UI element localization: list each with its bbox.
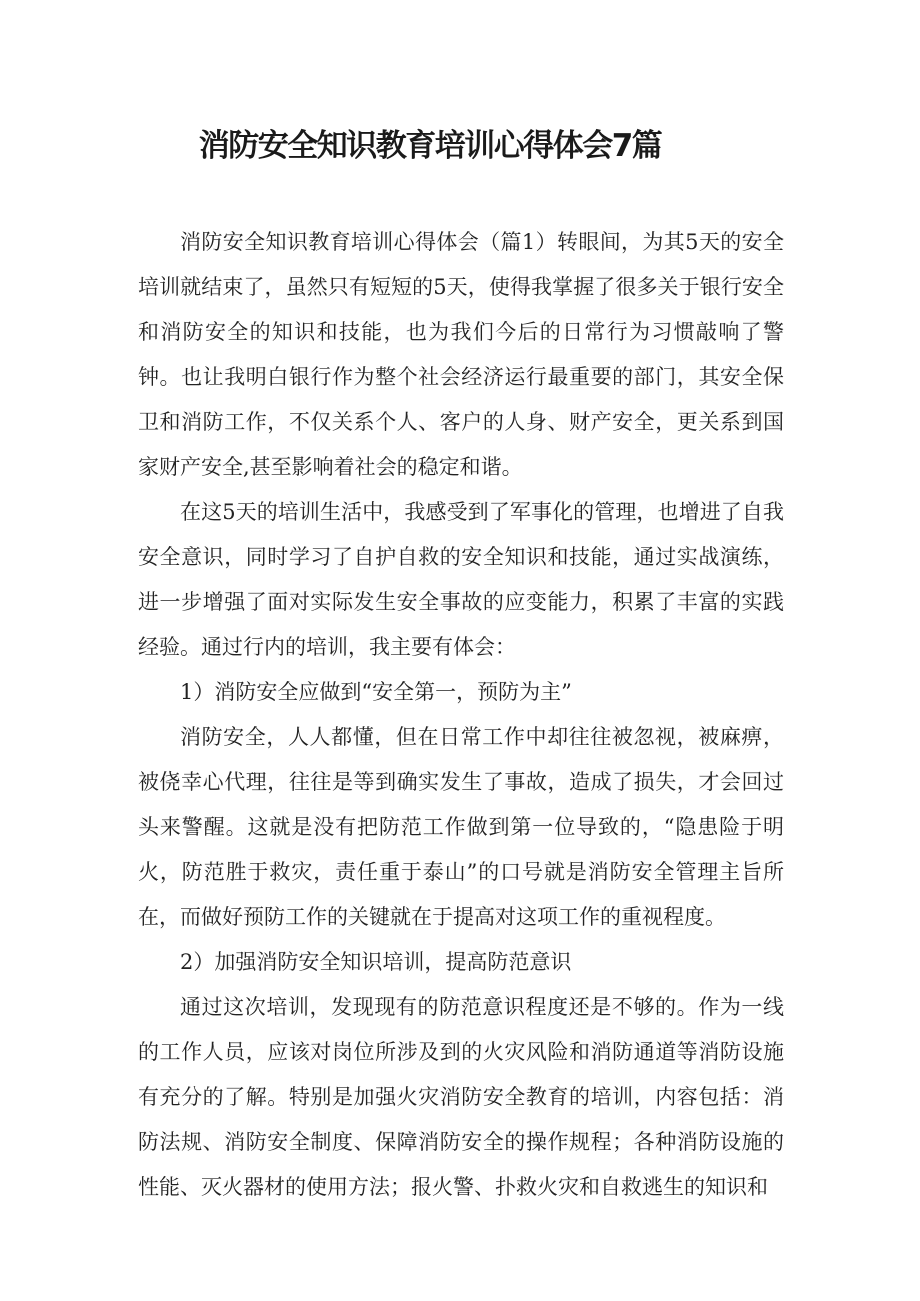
- document-title: 消防安全知识教育培训心得体会7篇: [198, 128, 662, 164]
- paragraph-1: 消防安全知识教育培训心得体会（篇1）转眼间，为其5天的安全培训就结束了，虽然只有短短的5天，使得我掌握了很多关于银行安全和消防安全的知识和技能，也为我们今后的日常行为习惯敲响了警钟。也让我明白银行作为整个社会经济运行最重要的部门，其安全保卫和消防工作，不仅关系个人、客户的人身、财产安全，更关系到国家财产安全,甚至影响着社会的稳定和谐。: [138, 230, 784, 479]
- subheading-1: 1）消防安全应做到“安全第一，预防为主”: [180, 680, 572, 704]
- paragraph-4: 通过这次培训，发现现有的防范意识程度还是不够的。作为一线的工作人员，应该对岗位所涉及到的火灾风险和消防通道等消防设施有充分的了解。特别是加强火灾消防安全教育的培训，内容包括：消防法规、消防安全制度、保障消防安全的操作规程；各种消防设施的性能、灭火器材的使用方法；报火警、扑救火灾和自救逃生的知识和: [138, 995, 784, 1199]
- paragraph-2: 在这5天的培训生活中，我感受到了军事化的管理，也增进了自我安全意识，同时学习了自护自救的安全知识和技能，通过实战演练，进一步增强了面对实际发生安全事故的应变能力，积累了丰富的实践经验。通过行内的培训，我主要有体会：: [138, 500, 784, 659]
- subheading-2: 2）加强消防安全知识培训，提高防范意识: [180, 950, 572, 974]
- paragraph-3: 消防安全，人人都懂，但在日常工作中却往往被忽视，被麻痹，被侥幸心代理，往往是等到确实发生了事故，造成了损失，才会回过头来警醒。这就是没有把防范工作做到第一位导致的，“隐患险于明火，防范胜于救灾，责任重于泰山”的口号就是消防安全管理主旨所在，而做好预防工作的关键就在于提高对这项工作的重视程度。: [138, 725, 784, 929]
- document-body: [138, 220, 784, 1210]
